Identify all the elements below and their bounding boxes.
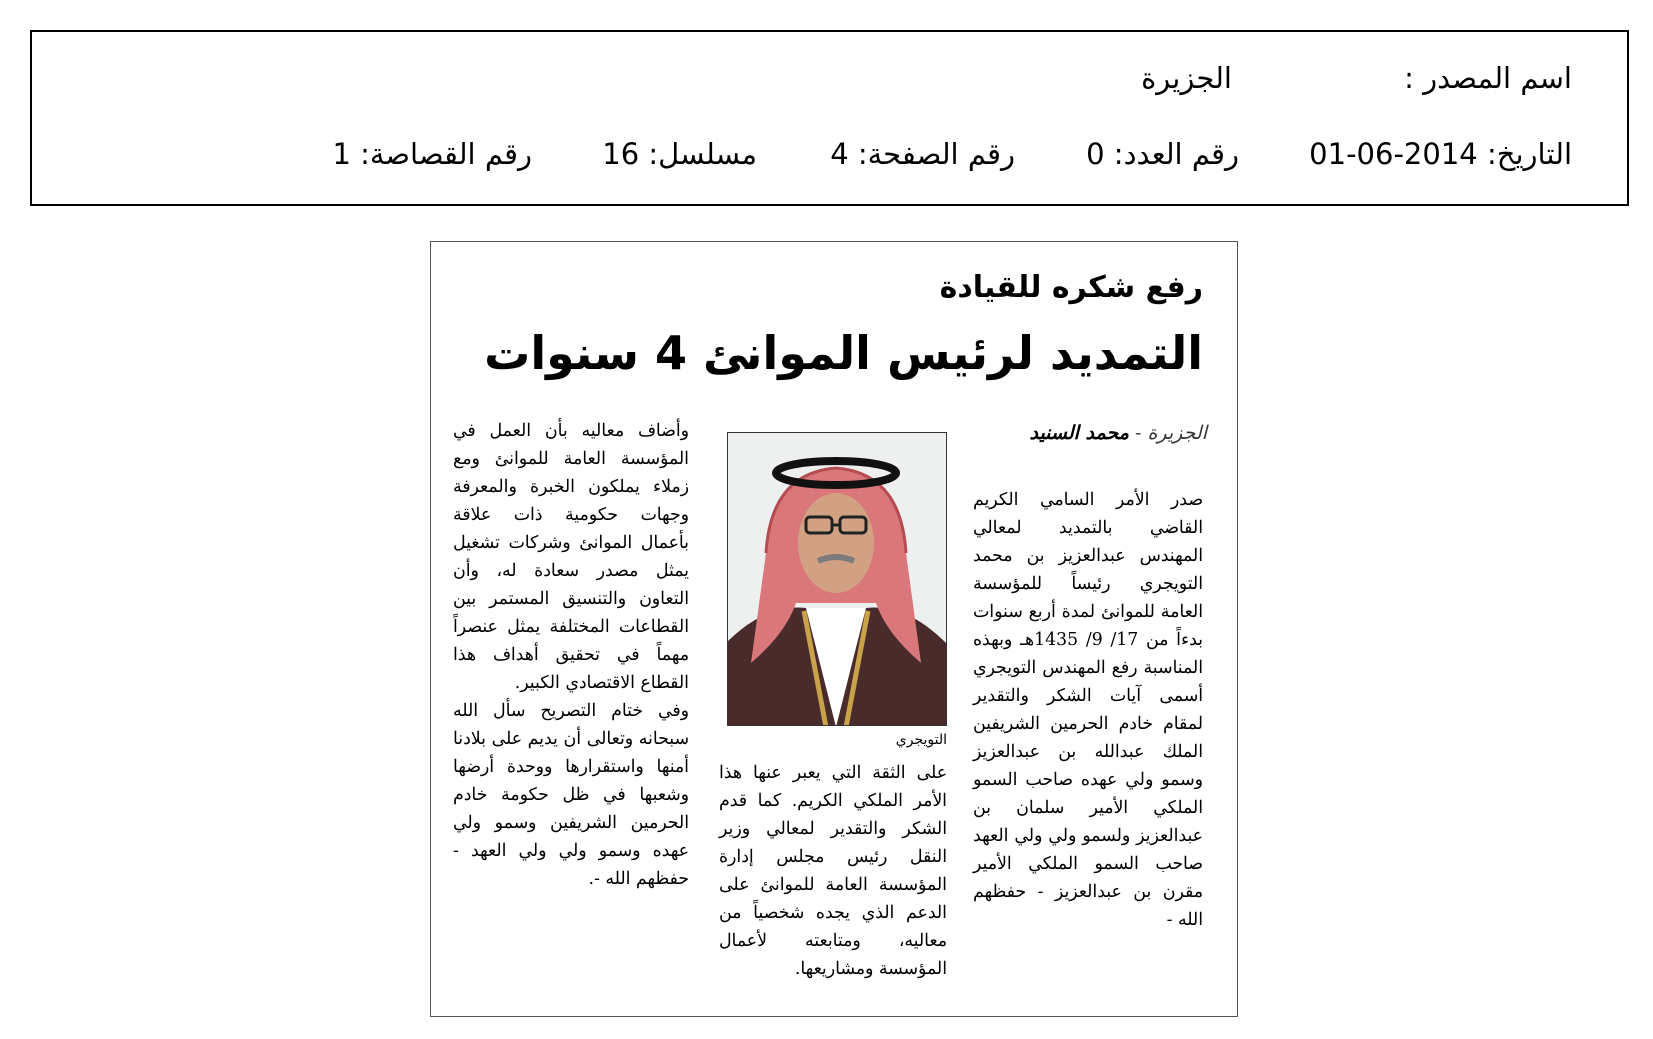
article-byline: [1029, 422, 1207, 444]
portrait-photo: [727, 432, 947, 726]
newspaper-clipping: [430, 241, 1238, 1017]
metadata-row-source: [32, 58, 1627, 98]
source-label: اسم المصدر :: [1404, 61, 1572, 95]
photo-caption: التويجري: [895, 732, 947, 748]
article-paragraph: صدر الأمر السامي الكريم القاضي بالتمديد لمعالي المهندس عبدالعزيز بن محمد التويجري رئيساً للمؤسسة العامة للموانئ لمدة أربع سنوات بدءاً من 17/ 9/ 1435هـ وبهذه المناسبة رفع المهندس التويجري أسمى آيات الشكر والتقدير لمقام خادم الحرمين الشريفين الملك عبدالله بن عبدالعزيز وسمو ولي عهده صاحب السمو الملكي الأمير سلمان بن عبدالعزيز ولسمو ولي ولي العهد صاحب السمو الملكي الأمير مقرن بن عبدالعزيز - حفظهم الله -: [973, 490, 1203, 930]
date-field: التاريخ: 2014-06-01: [1309, 137, 1572, 171]
article-column-right: [973, 486, 1203, 934]
portrait-illustration: [727, 433, 946, 726]
article-kicker: رفع شكره للقيادة: [939, 270, 1203, 305]
article-headline: التمديد لرئيس الموانئ 4 سنوات: [484, 326, 1203, 380]
page-field: رقم الصفحة: 4: [830, 137, 1015, 171]
issue-field: رقم العدد: 0: [1086, 137, 1239, 171]
byline-source: الجزيرة -: [1128, 422, 1207, 444]
article-paragraph: وفي ختام التصريح سأل الله سبحانه وتعالى أن يديم على بلادنا أمنها واستقرارها ووحدة أرضها وشعبها في ظل حكومة خادم الحرمين الشريفين وسمو ولي عهده وسمو ولي ولي العهد - حفظهم الله -.: [453, 701, 689, 889]
byline-author: محمد السنيد: [1029, 422, 1129, 444]
article-paragraph: وأضاف معاليه بأن العمل في المؤسسة العامة للموانئ ومع زملاء يملكون الخبرة والمعرفة وجهات حكومية ذات علاقة بأعمال الموانئ وشركات تشغيل يمثل مصدر سعادة له، وأن التعاون والتنسيق المستمر بين القطاعات المختلفة يمثل عنصراً مهماً في تحقيق أهداف هذا القطاع الاقتصادي الكبير.: [453, 421, 689, 693]
article-column-middle: [719, 759, 947, 983]
article-column-left: [453, 417, 689, 893]
serial-field: مسلسل: 16: [602, 137, 757, 171]
clip-number-field: رقم القصاصة: 1: [332, 137, 532, 171]
metadata-box: [30, 30, 1629, 206]
metadata-row-details: [32, 134, 1627, 174]
article-paragraph: على الثقة التي يعبر عنها هذا الأمر الملكي الكريم. كما قدم الشكر والتقدير لمعالي وزير النقل رئيس مجلس إدارة المؤسسة العامة للموانئ على الدعم الذي يجده شخصياً من معاليه، ومتابعته لأعمال المؤسسة ومشاريعها.: [719, 763, 947, 979]
source-value: الجزيرة: [1141, 61, 1232, 95]
